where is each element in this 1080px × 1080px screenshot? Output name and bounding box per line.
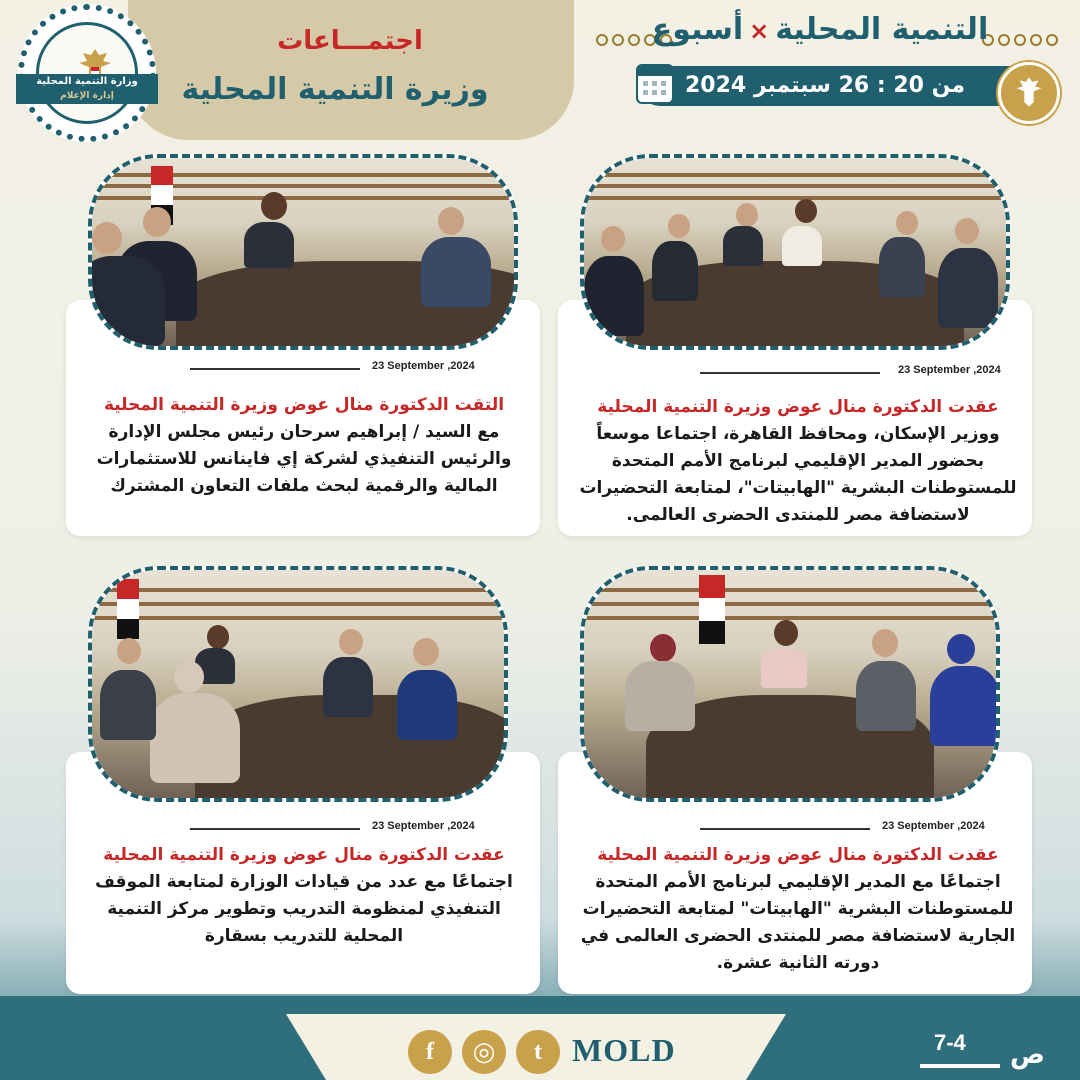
card-3-body: اجتماعًا مع المدير الإقليمي لبرنامج الأمم المتحدة للمستوطنات البشرية "الهابيتات" لمتابعة التحضيرات الجارية لاستضافة مصر للمنتدى الحضرى العالمى في دورته الثانية عشرة. (580, 872, 1016, 973)
week-title-part2: أسبوع (651, 12, 744, 47)
card-4-date: 23 September ,2024 (372, 820, 475, 832)
page-number: 7-4 (934, 1030, 966, 1055)
card-1-date: 23 September ,2024 (898, 364, 1001, 376)
card-1-divider (700, 372, 880, 374)
meeting-photo-1 (580, 154, 1010, 350)
card-3-date: 23 September ,2024 (882, 820, 985, 832)
meetings-title: اجتمـــاعات (277, 26, 423, 56)
title-banner (128, 0, 574, 140)
calendar-icon (636, 64, 674, 104)
card-4-body: اجتماعًا مع عدد من قيادات الوزارة لمتابعة الموقف التنفيذي لمنظومة التدريب وتطوير مركز التنمية المحلية للتدريب بسقارة (95, 872, 513, 946)
minister-title: وزيرة التنمية المحلية (181, 72, 489, 107)
card-2-body: مع السيد / إبراهيم سرحان رئيس مجلس الإدارة والرئيس التنفيذي لشركة إي فاينانس للاستثمارات المالية والرقمية لبحث ملفات التعاون المشترك (96, 422, 512, 496)
meeting-photo-2 (88, 154, 518, 350)
card-2-headline: التقت الدكتورة منال عوض وزيرة التنمية المحلية (103, 395, 505, 415)
meeting-photo-3 (580, 566, 1000, 802)
eagle-seal-icon (998, 62, 1060, 124)
card-2-text (76, 392, 532, 500)
card-2-divider (190, 368, 360, 370)
card-3-divider (700, 828, 870, 830)
card-4-headline: عقدت الدكتورة منال عوض وزيرة التنمية المحلية (103, 845, 505, 865)
card-1-text (570, 394, 1026, 529)
twitter-icon[interactable]: t (516, 1030, 560, 1074)
facebook-icon[interactable]: f (408, 1030, 452, 1074)
card-4-text (76, 842, 532, 950)
card-3-text (570, 842, 1026, 977)
brand-mold: MOLD (572, 1032, 676, 1068)
week-title (580, 12, 1060, 47)
card-1-headline: عقدت الدكتورة منال عوض وزيرة التنمية المحلية (597, 397, 999, 417)
date-range-bar (640, 66, 1010, 106)
meeting-photo-4 (88, 566, 508, 802)
instagram-icon[interactable]: ◎ (462, 1030, 506, 1074)
page-mark: ص (1010, 1040, 1045, 1070)
logo-ribbon (16, 74, 158, 104)
page-number-rule (920, 1064, 1000, 1068)
card-2-date: 23 September ,2024 (372, 360, 475, 372)
date-range-text: من 20 : 26 سبتمبر 2024 (684, 73, 966, 98)
card-4-divider (190, 828, 360, 830)
week-title-separator: × (749, 17, 770, 45)
logo-ministry-name: وزارة التنمية المحلية (36, 76, 138, 87)
ministry-logo (18, 4, 156, 142)
card-3-headline: عقدت الدكتورة منال عوض وزيرة التنمية المحلية (597, 845, 999, 865)
card-1-body: ووزير الإسكان، ومحافظ القاهرة، اجتماعا موسعاً بحضور المدير الإقليمي لبرنامج الأمم المتحدة للمستوطنات البشرية "الهابيتات"، لمتابعة التحضيرات لاستضافة مصر للمنتدى الحضرى العالمى. (579, 424, 1017, 525)
logo-department-name: إدارة الإعلام (60, 91, 114, 101)
week-title-part1: التنمية المحلية (775, 12, 989, 47)
